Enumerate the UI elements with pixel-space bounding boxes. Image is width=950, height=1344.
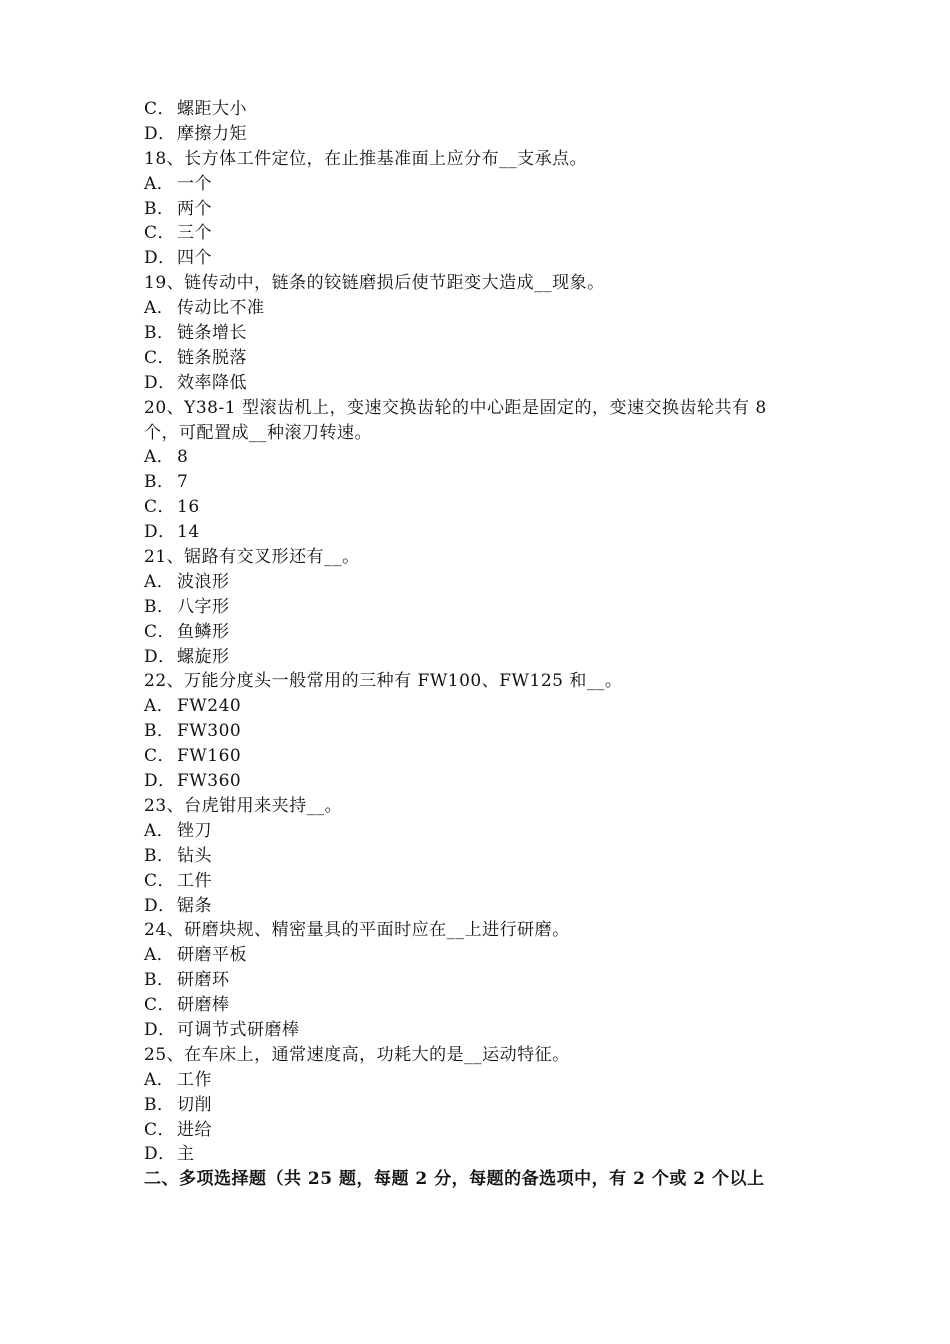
option-text: 锉刀 (177, 820, 212, 841)
answer-option (144, 1018, 814, 1043)
answer-option (144, 719, 814, 744)
option-key: C． (144, 347, 176, 368)
answer-option (144, 1118, 814, 1143)
question-text: 25、在车床上，通常速度高，功耗大的是__运动特征。 (144, 1044, 570, 1065)
option-key: C． (144, 1119, 176, 1140)
option-key: B． (144, 1094, 175, 1115)
option-text: 工作 (177, 1069, 212, 1090)
option-text: FW240 (177, 696, 242, 717)
answer-option (144, 371, 814, 396)
answer-option (144, 321, 814, 346)
answer-option (144, 296, 814, 321)
answer-option (144, 97, 814, 122)
option-key: A． (144, 571, 175, 592)
answer-option (144, 520, 814, 545)
option-text: 螺距大小 (177, 99, 247, 119)
answer-option (144, 620, 814, 645)
option-text: 两个 (177, 198, 212, 219)
option-text: 八字形 (177, 596, 230, 617)
option-text: 一个 (177, 173, 212, 194)
option-key: B． (144, 970, 175, 991)
question-text: 22、万能分度头一般常用的三种有 FW100、FW125 和__。 (144, 671, 623, 692)
option-key: B． (144, 472, 175, 493)
option-key: B． (144, 596, 175, 617)
answer-option (144, 172, 814, 197)
answer-option (144, 595, 814, 620)
option-key: D． (144, 895, 176, 916)
option-text: 鱼鳞形 (177, 621, 230, 642)
answer-option (144, 968, 814, 993)
option-key: C． (144, 870, 176, 891)
answer-option (144, 993, 814, 1018)
option-text: 传动比不准 (177, 298, 265, 319)
answer-option (144, 495, 814, 520)
option-key: D． (144, 1019, 176, 1040)
option-text: 可调节式研磨棒 (177, 1019, 300, 1040)
document-page (144, 97, 814, 1192)
answer-option (144, 346, 814, 371)
option-text: 锯条 (177, 895, 212, 916)
option-key: D． (144, 248, 176, 269)
option-text: 14 (177, 522, 200, 543)
option-key: D． (144, 771, 176, 792)
question-text: 24、研磨块规、精密量具的平面时应在__上进行研磨。 (144, 920, 570, 941)
option-text: 切削 (177, 1094, 212, 1115)
option-text: 摩擦力矩 (177, 123, 247, 144)
option-key: D． (144, 372, 176, 393)
option-key: C． (144, 497, 176, 518)
option-key: B． (144, 721, 175, 742)
option-key: B． (144, 845, 175, 866)
answer-option (144, 470, 814, 495)
option-key: A． (144, 173, 175, 194)
option-text: 钻头 (177, 845, 212, 866)
option-text: 链条脱落 (177, 347, 247, 368)
answer-option (144, 570, 814, 595)
option-key: C． (144, 99, 176, 119)
answer-option (144, 246, 814, 271)
option-text: FW300 (177, 721, 242, 742)
option-key: A． (144, 447, 175, 468)
option-key: A． (144, 945, 175, 966)
option-key: D． (144, 522, 176, 543)
answer-option (144, 445, 814, 470)
answer-option (144, 769, 814, 794)
answer-option (144, 645, 814, 670)
option-key: A． (144, 1069, 175, 1090)
option-key: A． (144, 696, 175, 717)
question-text: 20、Y38-1 型滚齿机上，变速交换齿轮的中心距是固定的，变速交换齿轮共有 8 (144, 397, 767, 418)
option-text: 链条增长 (177, 323, 247, 344)
option-text: 波浪形 (177, 571, 230, 592)
question-text: 23、台虎钳用来夹持__。 (144, 795, 343, 816)
option-key: B． (144, 198, 175, 219)
option-key: C． (144, 995, 176, 1016)
answer-option (144, 1142, 814, 1167)
option-key: A． (144, 298, 175, 319)
option-text: FW160 (177, 746, 242, 767)
answer-option (144, 869, 814, 894)
option-text: 螺旋形 (177, 646, 230, 667)
answer-option (144, 744, 814, 769)
option-key: A． (144, 820, 175, 841)
answer-option (144, 221, 814, 246)
answer-option (144, 894, 814, 919)
option-key: C． (144, 223, 176, 244)
option-key: C． (144, 746, 176, 767)
option-text: 三个 (177, 223, 212, 244)
option-key: C． (144, 621, 176, 642)
answer-option (144, 819, 814, 844)
option-key: D． (144, 1144, 176, 1165)
option-key: B． (144, 323, 175, 344)
answer-option (144, 1093, 814, 1118)
option-text: FW360 (177, 771, 242, 792)
option-text: 研磨平板 (177, 945, 247, 966)
option-text: 效率降低 (177, 372, 247, 393)
option-text: 16 (177, 497, 200, 518)
option-text: 进给 (177, 1119, 212, 1140)
answer-option (144, 1068, 814, 1093)
section-heading: 二、多项选择题（共 25 题，每题 2 分，每题的备选项中，有 2 个或 2 个以上 (144, 1169, 765, 1190)
option-text: 主 (177, 1144, 195, 1165)
answer-option (144, 122, 814, 147)
option-key: D． (144, 646, 176, 667)
answer-option (144, 694, 814, 719)
question-text: 21、锯路有交叉形还有__。 (144, 547, 360, 568)
option-text: 研磨环 (177, 970, 230, 991)
option-key: D． (144, 123, 176, 144)
question-text: 18、长方体工件定位，在止推基准面上应分布__支承点。 (144, 148, 588, 169)
option-text: 7 (177, 472, 189, 493)
question-text: 个，可配置成__种滚刀转速。 (144, 422, 372, 443)
option-text: 工件 (177, 870, 212, 891)
answer-option (144, 844, 814, 869)
question-text: 19、链传动中，链条的铰链磨损后使节距变大造成__现象。 (144, 273, 605, 294)
answer-option (144, 943, 814, 968)
option-text: 8 (177, 447, 189, 468)
option-text: 研磨棒 (177, 995, 230, 1016)
option-text: 四个 (177, 248, 212, 269)
answer-option (144, 197, 814, 222)
